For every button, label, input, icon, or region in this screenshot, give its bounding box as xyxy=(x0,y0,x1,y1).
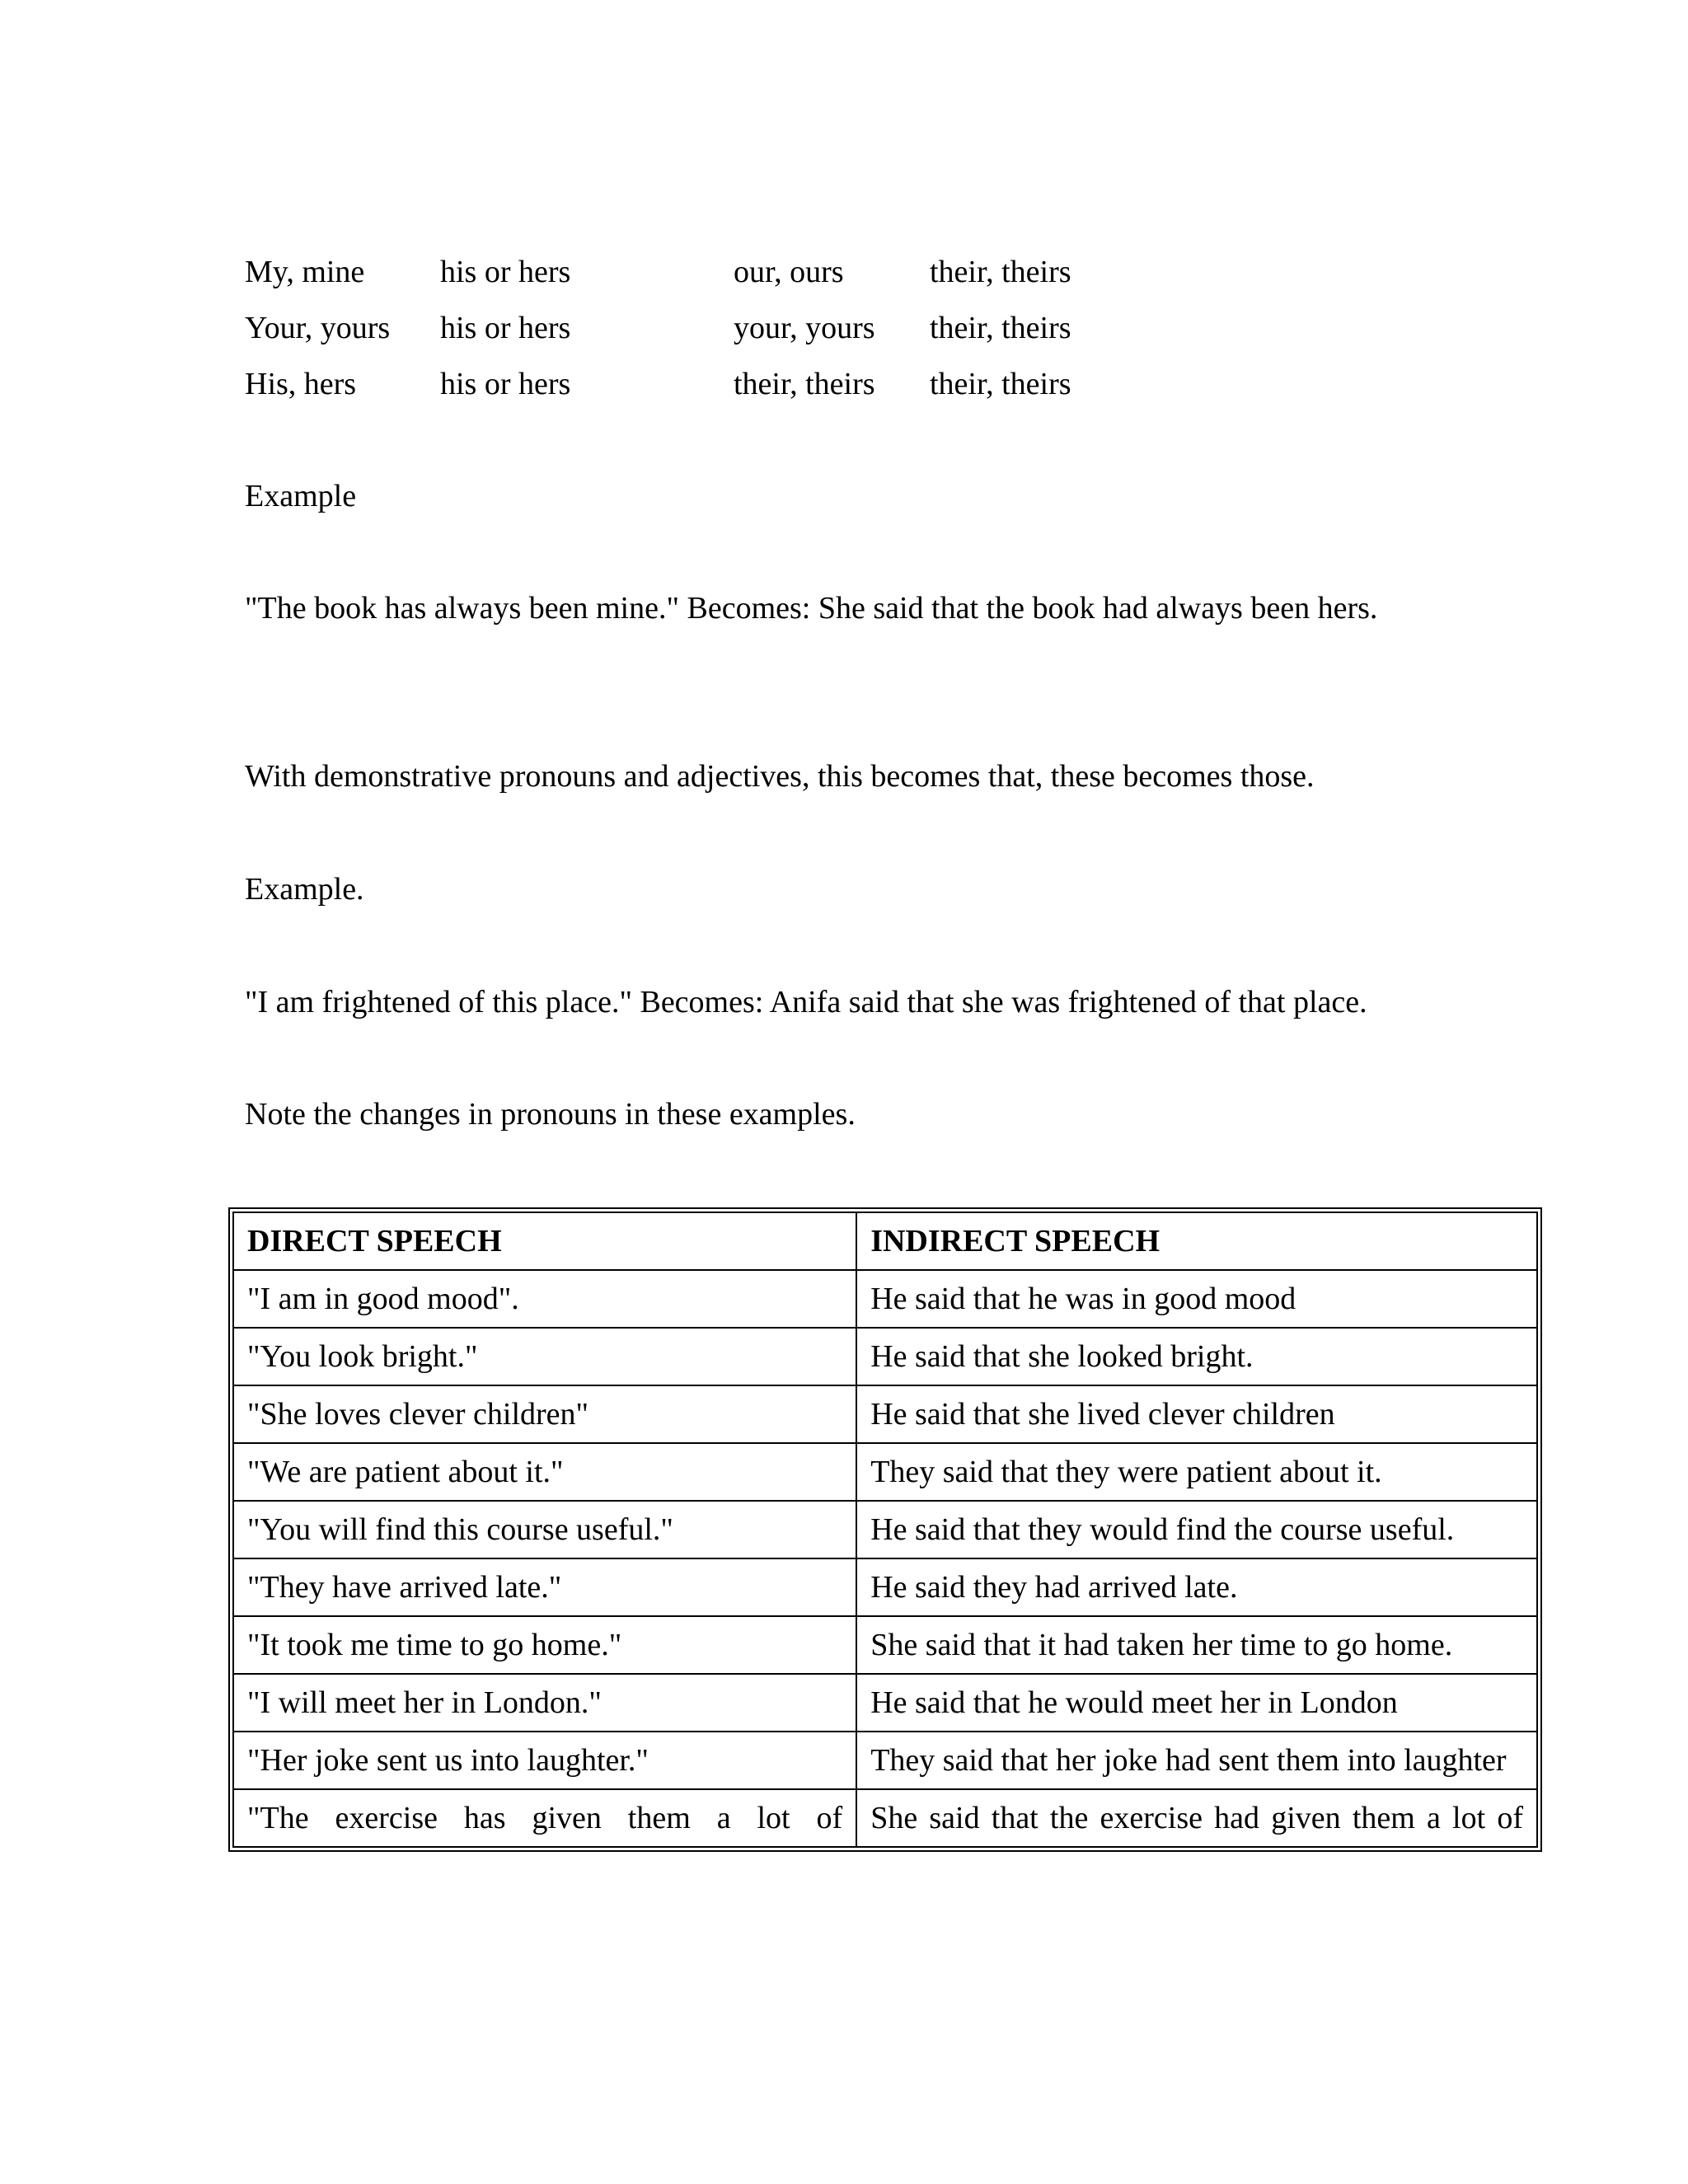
direct-speech-cell: "The exercise has given them a lot of xyxy=(233,1789,856,1847)
table-row xyxy=(233,1270,1537,1328)
table-row xyxy=(233,1501,1537,1558)
pronoun-cell: their, theirs xyxy=(930,255,1071,289)
example-paragraph: "The book has always been mine." Becomes: She said that the book had always been hers. xyxy=(245,591,1378,626)
pronoun-cell: his or hers xyxy=(440,311,571,345)
example-label: Example. xyxy=(245,872,364,907)
indirect-speech-cell: She said that the exercise had given them a lot of xyxy=(856,1789,1537,1847)
table-row xyxy=(233,1443,1537,1501)
pronoun-cell: your, yours xyxy=(734,311,875,345)
direct-speech-cell: "She loves clever children" xyxy=(233,1385,856,1443)
indirect-speech-cell: He said that they would find the course useful. xyxy=(856,1501,1537,1558)
direct-speech-cell: "I will meet her in London." xyxy=(233,1674,856,1732)
speech-table xyxy=(228,1207,1542,1852)
demonstrative-rule-paragraph: With demonstrative pronouns and adjectives, this becomes that, these becomes those. xyxy=(245,759,1315,794)
pronoun-cell: My, mine xyxy=(245,255,365,289)
direct-speech-cell: "I am in good mood". xyxy=(233,1270,856,1328)
speech-table-grid xyxy=(232,1212,1538,1848)
indirect-speech-cell: He said that he was in good mood xyxy=(856,1270,1537,1328)
indirect-speech-cell: He said that she lived clever children xyxy=(856,1385,1537,1443)
direct-speech-cell: "You will find this course useful." xyxy=(233,1501,856,1558)
direct-speech-cell: "They have arrived late." xyxy=(233,1558,856,1616)
indirect-speech-cell: They said that her joke had sent them into laughter xyxy=(856,1732,1537,1789)
pronoun-cell: Your, yours xyxy=(245,311,391,345)
example-label: Example xyxy=(245,479,357,513)
note-paragraph: Note the changes in pronouns in these examples. xyxy=(245,1097,856,1132)
pronoun-cell: their, theirs xyxy=(930,367,1071,401)
table-row xyxy=(233,1385,1537,1443)
table-row xyxy=(233,1558,1537,1616)
direct-speech-cell: "It took me time to go home." xyxy=(233,1616,856,1674)
direct-speech-cell: "Her joke sent us into laughter." xyxy=(233,1732,856,1789)
table-row xyxy=(233,1616,1537,1674)
indirect-speech-cell: He said they had arrived late. xyxy=(856,1558,1537,1616)
pronoun-cell: his or hers xyxy=(440,255,571,289)
pronoun-cell: their, theirs xyxy=(734,367,875,401)
column-header-direct-speech: DIRECT SPEECH xyxy=(233,1212,856,1270)
table-header-row xyxy=(233,1212,1537,1270)
pronoun-cell: His, hers xyxy=(245,367,357,401)
pronoun-cell: their, theirs xyxy=(930,311,1071,345)
table-row xyxy=(233,1789,1537,1847)
direct-speech-cell: "You look bright." xyxy=(233,1328,856,1385)
table-row xyxy=(233,1328,1537,1385)
direct-speech-cell: "We are patient about it." xyxy=(233,1443,856,1501)
table-row xyxy=(233,1674,1537,1732)
indirect-speech-cell: He said that he would meet her in London xyxy=(856,1674,1537,1732)
example-paragraph: "I am frightened of this place." Becomes: Anifa said that she was frightened of that place. xyxy=(245,985,1367,1019)
pronoun-cell: his or hers xyxy=(440,367,571,401)
indirect-speech-cell: They said that they were patient about it. xyxy=(856,1443,1537,1501)
column-header-indirect-speech: INDIRECT SPEECH xyxy=(856,1212,1537,1270)
indirect-speech-cell: She said that it had taken her time to go home. xyxy=(856,1616,1537,1674)
pronoun-cell: our, ours xyxy=(734,255,844,289)
indirect-speech-cell: He said that she looked bright. xyxy=(856,1328,1537,1385)
table-row xyxy=(233,1732,1537,1789)
